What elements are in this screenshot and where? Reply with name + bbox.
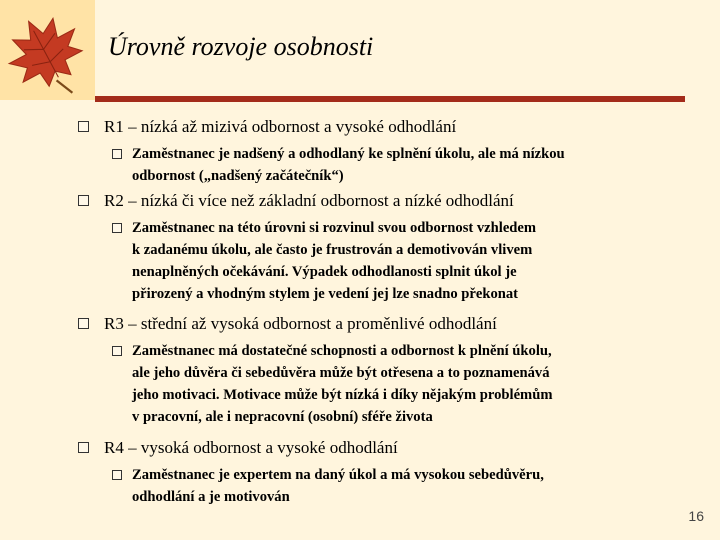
detail-line: odbornost („nadšený začátečník“) xyxy=(132,168,344,184)
square-bullet-icon xyxy=(112,470,122,480)
slide-title: Úrovně rozvoje osobnosti xyxy=(108,32,374,61)
detail-line: Zaměstnanec je expertem na daný úkol a má vysokou sebedůvěru, xyxy=(132,467,544,483)
detail-line: jeho motivaci. Motivace může být nízká i díky nějakým problémům xyxy=(132,387,553,403)
title-underline xyxy=(95,96,685,102)
square-bullet-icon xyxy=(78,442,89,453)
autumn-leaf-icon xyxy=(2,10,90,98)
detail-line: odhodlání a je motivován xyxy=(132,489,290,505)
detail-line: Zaměstnanec je nadšený a odhodlaný ke splnění úkolu, ale má nízkou xyxy=(132,146,565,162)
detail-line: Zaměstnanec na této úrovni si rozvinul svou odbornost vzhledem xyxy=(132,220,537,236)
item-heading: R1 – nízká až mizivá odbornost a vysoké odhodlání xyxy=(104,117,457,136)
square-bullet-icon xyxy=(78,121,89,132)
detail-line: k zadanému úkolu, ale často je frustrován a demotivován vlivem xyxy=(132,242,533,258)
square-bullet-icon xyxy=(78,318,89,329)
item-heading: R4 – vysoká odbornost a vysoké odhodlání xyxy=(104,438,398,457)
detail-line: Zaměstnanec má dostatečné schopnosti a odbornost k plnění úkolu, xyxy=(132,343,552,359)
square-bullet-icon xyxy=(112,149,122,159)
detail-line: přirozený a vhodným stylem je vedení jej lze snadno překonat xyxy=(132,286,519,302)
square-bullet-icon xyxy=(112,223,122,233)
page-number: 16 xyxy=(688,508,704,524)
detail-line: ale jeho důvěra či sebedůvěra může být otřesena a to poznamenává xyxy=(132,365,550,381)
detail-line: nenaplněných očekávání. Výpadek odhodlanosti splnit úkol je xyxy=(132,264,517,280)
square-bullet-icon xyxy=(112,346,122,356)
detail-line: v pracovní, ale i nepracovní (osobní) sféře života xyxy=(132,409,433,425)
item-heading: R2 – nízká či více než základní odbornost a nízké odhodlání xyxy=(104,191,514,210)
square-bullet-icon xyxy=(78,195,89,206)
item-heading: R3 – střední až vysoká odbornost a proměnlivé odhodlání xyxy=(104,314,497,333)
